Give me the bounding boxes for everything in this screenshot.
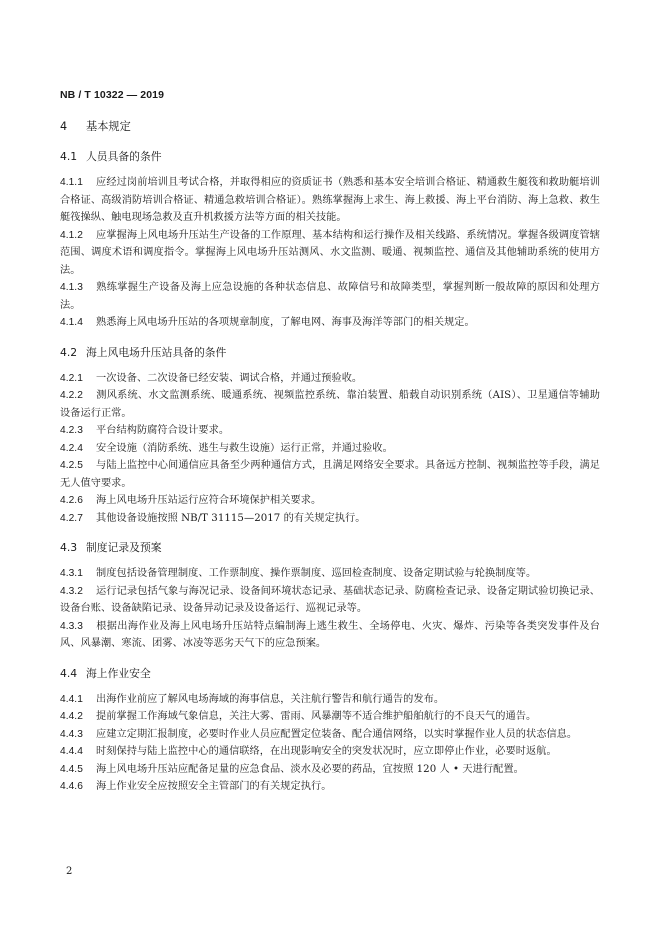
clause-4-2-7 [60,510,600,528]
clause-number: 4.1.4 [60,317,83,328]
clause-number: 4.4.5 [60,763,83,775]
subsection-heading-4-2 [60,344,600,362]
clause-4-4-5 [60,761,600,779]
clause-4-1-3 [60,279,600,314]
subsection-number: 4.4 [60,666,78,680]
clause-4-2-1 [60,370,600,388]
clause-4-3-3 [60,618,600,653]
clause-text: 海上作业安全应按照安全主管部门的有关规定执行。 [96,781,332,792]
clause-number: 4.3.1 [60,568,83,579]
clause-text: 应建立定期汇报制度，必要时作业人员应配置定位装备、配合通信网络，以实时掌握作业人员的状态信息。 [96,728,578,740]
clause-text: 海上风电场升压站应配备足量的应急食品、淡水及必要的药品，宜按照 120 人 • 天进行配置。 [96,763,524,775]
clause-text: 熟悉海上风电场升压站的各项规章制度，了解电网、海事及海洋等部门的相关规定。 [96,317,475,328]
clause-4-4-6 [60,778,600,796]
subsection-title: 制度记录及预案 [86,541,162,554]
clause-4-2-6 [60,492,600,510]
clause-4-2-2 [60,387,600,422]
clause-4-2-3 [60,422,600,440]
clause-text: 应经过岗前培训且考试合格，并取得相应的资质证书（熟悉和基本安全培训合格证、精通救生艇筏和救助艇培训合格证、高级消防培训合格证、精通急救培训合格证）。熟练掌握海上求生、海上救援、海上平台消防、海上急救、救生艇筏操纵、触电现场急救及直升机救援方法等方面的相关技能。 [60,177,600,223]
clause-4-2-5 [60,457,600,492]
clause-text: 提前掌握工作海域气象信息，关注大雾、雷雨、风暴潮等不适合维护船舶航行的不良天气的通告。 [96,711,537,722]
clause-number: 4.2.3 [60,425,83,436]
subsection-heading-4-3 [60,539,600,557]
clause-text: 平台结构防腐符合设计要求。 [96,425,230,436]
subsection-title: 人员具备的条件 [86,150,162,163]
clause-text: 与陆上监控中心间通信应具备至少两种通信方式，且满足网络安全要求。具备远方控制、视频监控等手段，满足无人值守要求。 [60,460,600,489]
clause-text: 运行记录包括气象与海况记录、设备间环境状态记录、基础状态记录、防腐检查记录、设备定期试验切换记录、设备台账、设备缺陷记录、设备异动记录及设备运行、巡视记录等。 [60,585,600,614]
subsection-heading-4-1 [60,148,600,166]
clause-4-4-2 [60,708,600,726]
clause-number: 4.4.2 [60,711,83,722]
clause-text: 根据出海作业及海上风电场升压站特点编制海上逃生救生、全场停电、火灾、爆炸、污染等各类突发事件及台风、风暴潮、寒流、团雾、冰凌等恶劣天气下的应急预案。 [60,620,600,649]
clause-4-4-3 [60,726,600,744]
clause-4-3-2 [60,583,600,618]
subsection-number: 4.1 [60,150,78,163]
clause-text: 一次设备、二次设备已经安装、调试合格，并通过预验收。 [96,372,363,384]
clause-text: 应掌握海上风电场升压站生产设备的工作原理、基本结构和运行操作及相关线路、系统情况。掌握各级调度管辖范围、调度术语和调度指令。掌握海上风电场升压站测风、水文监测、暖通、视频监控、通信及其他辅助系统的使用方法。 [60,229,600,276]
clause-text: 测风系统、水文监测系统、暖通系统、视频监控系统、靠泊装置、船载自动识别系统（AIS）、卫星通信等辅助设备运行正常。 [60,390,600,419]
clause-number: 4.4.3 [60,728,83,740]
clause-text: 安全设施（消防系统、逃生与救生设施）运行正常，并通过验收。 [96,442,393,454]
clause-number: 4.3.3 [60,620,83,632]
document-body [60,118,600,796]
section-number: 4 [60,120,68,133]
clause-text: 海上风电场升压站运行应符合环境保护相关要求。 [96,495,322,506]
clause-number: 4.2.6 [60,495,83,506]
section-heading [60,118,600,136]
page-number: 2 [66,866,73,877]
clause-number: 4.2.1 [60,372,83,384]
clause-4-1-2 [60,227,600,280]
clause-number: 4.4.4 [60,746,83,757]
clause-4-1-4 [60,314,600,332]
clause-text: 其他设备设施按照 NB/T 31115—2017 的有关规定执行。 [96,512,366,524]
clause-text: 熟练掌握生产设备及海上应急设施的各种状态信息、故障信号和故障类型，掌握判断一般故障的原因和处理方法。 [60,282,600,311]
clause-text: 制度包括设备管理制度、工作票制度、操作票制度、巡回检查制度、设备定期试验与轮换制度等。 [96,568,537,579]
clause-4-4-1 [60,691,600,709]
clause-text: 时刻保持与陆上监控中心的通信联络，在出现影响安全的突发状况时，应立即停止作业，必要时返航。 [96,746,557,757]
clause-number: 4.1.2 [60,229,83,241]
clause-number: 4.4.1 [60,693,83,705]
clause-text: 出海作业前应了解风电场海域的海事信息，关注航行警告和航行通告的发布。 [96,693,445,705]
clause-4-2-4 [60,440,600,458]
clause-number: 4.1.1 [60,177,83,188]
subsection-number: 4.3 [60,541,78,554]
clause-4-3-1 [60,565,600,583]
clause-number: 4.2.2 [60,390,83,401]
subsection-heading-4-4 [60,665,600,683]
section-title: 基本规定 [86,120,131,133]
clause-number: 4.2.7 [60,512,83,524]
subsection-number: 4.2 [60,345,78,359]
clause-4-4-4 [60,743,600,761]
clause-number: 4.2.5 [60,460,83,471]
clause-number: 4.4.6 [60,781,83,792]
clause-number: 4.1.3 [60,282,83,293]
subsection-title: 海上作业安全 [86,666,151,680]
clause-number: 4.2.4 [60,442,83,454]
subsection-title: 海上风电场升压站具备的条件 [86,345,227,359]
document-number-header: NB / T 10322 — 2019 [60,89,165,101]
clause-number: 4.3.2 [60,585,83,597]
clause-4-1-1 [60,174,600,227]
